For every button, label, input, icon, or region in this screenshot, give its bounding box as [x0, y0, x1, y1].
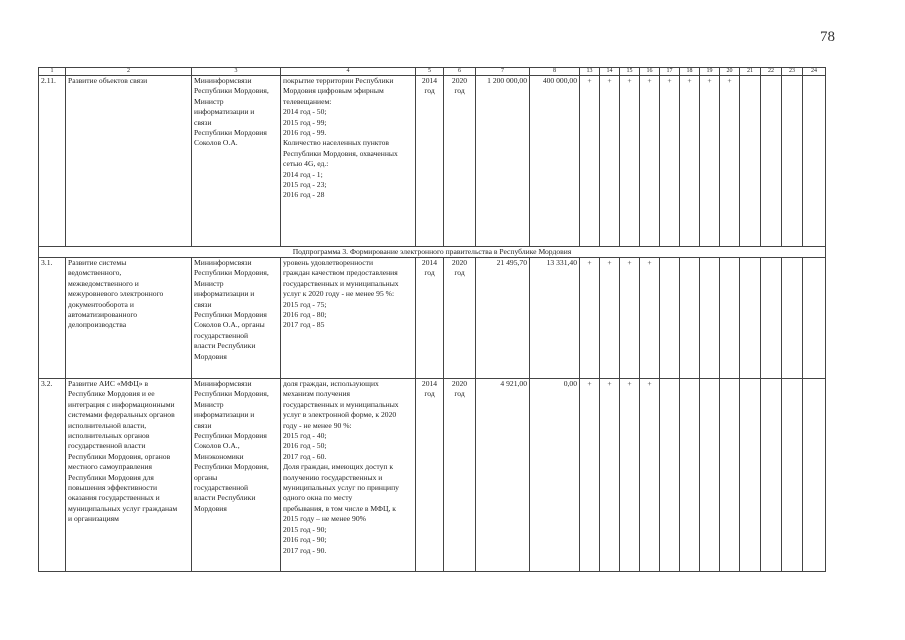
mark-cell: [740, 76, 761, 247]
mark-cell: +: [600, 379, 620, 572]
mark-cell: [782, 258, 803, 379]
header-row: [39, 68, 826, 76]
col-header: 23: [782, 68, 803, 76]
start-year: 2014 год: [416, 76, 444, 247]
indicator: покрытие территории Республики Мордовия цифровым эфирным телевещанием: 2014 год - 50; 2015 год - 99; 2016 год - 99. Количество населенных пунктов Республики Мордовия, охваченных сетью 4G, ед.: 2014 год - 1; 2015 год - 23; 2016 год - 28: [281, 76, 416, 247]
col-header: 21: [740, 68, 761, 76]
amount: 0,00: [530, 379, 580, 572]
mark-cell: +: [600, 76, 620, 247]
row-number: 3.1.: [39, 258, 66, 379]
program-table: [38, 67, 826, 572]
mark-cell: [761, 258, 782, 379]
col-header: 16: [640, 68, 660, 76]
mark-cell: +: [580, 379, 600, 572]
activity-name: Развитие объектов связи: [66, 76, 192, 247]
mark-cell: +: [600, 258, 620, 379]
mark-cell: [761, 379, 782, 572]
mark-cell: [782, 76, 803, 247]
indicator: доля граждан, использующих механизм получения государственных и муниципальных услуг в электронной форме, к 2020 году - не менее 90 %: 2015 год - 40; 2016 год - 50; 2017 год - 60. Доля граждан, имеющих доступ к получению государственных и муниципальных услуг по принципу одного окна по месту пребывания, в том числе в МФЦ, к 2015 году – не менее 90% 2015 год - 90; 2016 год - 90; 2017 год - 90.: [281, 379, 416, 572]
mark-cell: [782, 379, 803, 572]
col-header: 8: [530, 68, 580, 76]
activity-name: Развитие системы ведомственного, межведомственного и межуровневого электронного документооборота и автоматизированного делопроизводства: [66, 258, 192, 379]
table-row: [39, 258, 826, 379]
mark-cell: [803, 379, 826, 572]
mark-cell: +: [580, 76, 600, 247]
amount: 13 331,40: [530, 258, 580, 379]
mark-cell: [740, 258, 761, 379]
mark-cell: [803, 258, 826, 379]
start-year: 2014 год: [416, 379, 444, 572]
end-year: 2020 год: [444, 76, 476, 247]
amount: 400 000,00: [530, 76, 580, 247]
col-header: 7: [476, 68, 530, 76]
col-header: 3: [192, 68, 281, 76]
mark-cell: [720, 379, 740, 572]
col-header: 24: [803, 68, 826, 76]
row-number: 2.11.: [39, 76, 66, 247]
start-year: 2014 год: [416, 258, 444, 379]
subprogram-title: Подпрограмма 3. Формирование электронного правительства в Республике Мордовия: [39, 247, 826, 258]
mark-cell: [720, 258, 740, 379]
mark-cell: +: [640, 76, 660, 247]
mark-cell: +: [660, 76, 680, 247]
col-header: 18: [680, 68, 700, 76]
table-row: [39, 76, 826, 247]
mark-cell: +: [620, 379, 640, 572]
col-header: 20: [720, 68, 740, 76]
mark-cell: +: [620, 76, 640, 247]
mark-cell: [660, 258, 680, 379]
col-header: 22: [761, 68, 782, 76]
total-amount: 1 200 000,00: [476, 76, 530, 247]
indicator: уровень удовлетворенности граждан качеством предоставления государственных и муниципальных услуг к 2020 году - не менее 95 %: 2015 год - 75; 2016 год - 80; 2017 год - 85: [281, 258, 416, 379]
col-header: 1: [39, 68, 66, 76]
mark-cell: +: [640, 379, 660, 572]
mark-cell: +: [580, 258, 600, 379]
col-header: 2: [66, 68, 192, 76]
end-year: 2020 год: [444, 379, 476, 572]
mark-cell: [803, 76, 826, 247]
total-amount: 4 921,00: [476, 379, 530, 572]
mark-cell: +: [640, 258, 660, 379]
col-header: 6: [444, 68, 476, 76]
col-header: 19: [700, 68, 720, 76]
page-number: 78: [820, 29, 835, 45]
table-row: [39, 379, 826, 572]
mark-cell: [740, 379, 761, 572]
col-header: 14: [600, 68, 620, 76]
row-number: 3.2.: [39, 379, 66, 572]
executor: Мининформсвязи Республики Мордовия, Министр информатизации и связи Республики Мордовия Соколов О.А., Минэкономики Республики Мордовия, органы государственной власти Республики Мордовия: [192, 379, 281, 572]
subprogram-row: [39, 247, 826, 258]
mark-cell: [660, 379, 680, 572]
executor: Мининформсвязи Республики Мордовия, Министр информатизации и связи Республики Мордовия Соколов О.А., органы государственной власти Республики Мордовия: [192, 258, 281, 379]
mark-cell: +: [700, 76, 720, 247]
mark-cell: [700, 379, 720, 572]
executor: Мининформсвязи Республики Мордовия, Министр информатизации и связи Республики Мордовия Соколов О.А.: [192, 76, 281, 247]
col-header: 4: [281, 68, 416, 76]
col-header: 17: [660, 68, 680, 76]
total-amount: 21 495,70: [476, 258, 530, 379]
mark-cell: +: [620, 258, 640, 379]
mark-cell: [680, 379, 700, 572]
col-header: 5: [416, 68, 444, 76]
mark-cell: [680, 258, 700, 379]
col-header: 13: [580, 68, 600, 76]
end-year: 2020 год: [444, 258, 476, 379]
activity-name: Развитие АИС «МФЦ» в Республике Мордовия и ее интеграция с информационными системами федеральных органов исполнительной власти, исполнительных органов государственной власти Республики Мордовия, органов местного самоуправления Республики Мордовия для повышения эффективности оказания государственных и муниципальных услуг гражданам и организациям: [66, 379, 192, 572]
mark-cell: [700, 258, 720, 379]
col-header: 15: [620, 68, 640, 76]
mark-cell: +: [680, 76, 700, 247]
mark-cell: [761, 76, 782, 247]
mark-cell: +: [720, 76, 740, 247]
